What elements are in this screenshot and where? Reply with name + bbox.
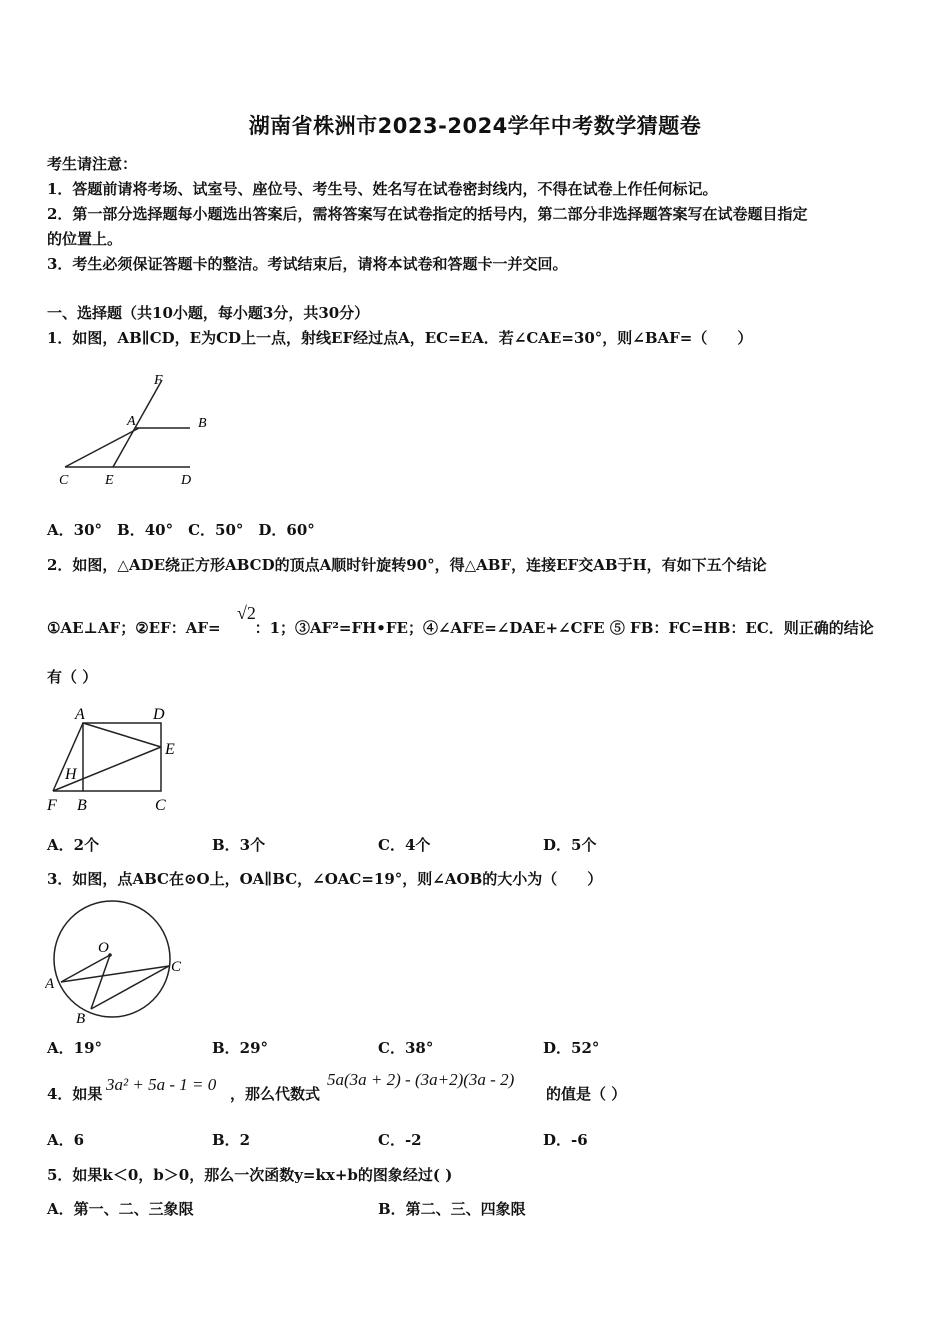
- notice-heading: 考生请注意：: [47, 155, 138, 173]
- q2-stem-line3: 有（ ）: [47, 668, 98, 686]
- q2-stem-part-b: ：1；③AF²=FH•FE；④∠AFE=∠DAE+∠CFE ⑤ FB：FC=HB：EC．则正确的结论: [254, 619, 874, 637]
- page-title: 湖南省株洲市2023-2024学年中考数学猜题卷: [248, 114, 702, 138]
- q3-option-d: D．52°: [543, 1039, 600, 1057]
- q1-line-ca: [65, 428, 139, 467]
- q1-ray-ef: [113, 380, 162, 467]
- q2-option-a: A．2个: [47, 836, 100, 854]
- q2-label-c: C: [155, 797, 166, 814]
- q3-label-b: B: [76, 1011, 86, 1026]
- q3-line-ac: [61, 966, 169, 982]
- q2-label-e: E: [165, 741, 175, 758]
- q3-circle: [54, 901, 170, 1017]
- q4-middle: ，那么代数式: [230, 1085, 321, 1103]
- q4-option-d: D．-6: [543, 1131, 588, 1149]
- q4-equation: 3a² + 5a - 1 = 0: [106, 1075, 217, 1094]
- q2-line-ae: [83, 723, 161, 747]
- notice-item-3: 3．考生必须保证答题卡的整洁。考试结束后，请将本试卷和答题卡一并交回。: [47, 255, 568, 273]
- q3-figure: [45, 896, 187, 1026]
- q3-option-a: A．19°: [47, 1039, 103, 1057]
- q4-option-c: C．-2: [378, 1131, 422, 1149]
- q3-label-o: O: [98, 940, 109, 956]
- q1-figure: [55, 370, 220, 492]
- q4-option-a: A．6: [47, 1131, 85, 1149]
- q1-label-e: E: [105, 473, 114, 488]
- q5-option-a: A．第一、二、三象限: [47, 1200, 194, 1218]
- q2-label-b: B: [77, 797, 87, 814]
- q2-square-abcd: [83, 723, 161, 791]
- q2-label-d: D: [153, 706, 165, 723]
- q2-figure: [45, 703, 185, 815]
- q1-label-a: A: [127, 414, 136, 429]
- q3-label-a: A: [45, 976, 55, 992]
- q1-stem: 1．如图，AB∥CD，E为CD上一点，射线EF经过点A，EC=EA．若∠CAE=30°，则∠BAF=（ ）: [47, 329, 753, 347]
- q1-label-d: D: [181, 473, 192, 488]
- q3-stem: 3．如图，点ABC在⊙O上，OA∥BC，∠OAC=19°，则∠AOB的大小为（ ）: [47, 870, 603, 888]
- q2-option-c: C．4个: [378, 836, 431, 854]
- q5-stem: 5．如果k＜0，b＞0，那么一次函数y=kx+b的图象经过( ): [47, 1166, 453, 1184]
- q1-label-f: F: [154, 373, 163, 388]
- q2-sqrt2: √2: [237, 603, 256, 623]
- notice-item-2-cont: 的位置上。: [47, 230, 123, 248]
- q2-label-h: H: [65, 766, 77, 783]
- notice-item-1: 1．答题前请将考场、试室号、座位号、考生号、姓名写在试卷密封线内，不得在试卷上作任何标记。: [47, 180, 718, 198]
- q4-prefix: 4．如果: [47, 1085, 103, 1103]
- q2-stem-part-a: ①AE⊥AF；②EF：AF=: [47, 619, 221, 637]
- q2-stem: 2．如图，△ADE绕正方形ABCD的顶点A顺时针旋转90°，得△ABF，连接EF交AB于H，有如下五个结论: [47, 556, 767, 574]
- q5-option-b: B．第二、三、四象限: [378, 1200, 526, 1218]
- q4-option-b: B．2: [212, 1131, 251, 1149]
- q2-label-a: A: [75, 706, 85, 723]
- q2-stem-line2: [47, 617, 874, 638]
- q1-options: A．30° B．40° C．50° D．60°: [47, 521, 315, 539]
- q1-label-b: B: [198, 416, 207, 431]
- q3-label-c: C: [171, 959, 182, 975]
- q4-suffix: 的值是（ ）: [546, 1085, 627, 1103]
- q3-option-b: B．29°: [212, 1039, 269, 1057]
- section-heading: 一、选择题（共10小题，每小题3分，共30分）: [47, 304, 370, 322]
- notice-item-2: 2．第一部分选择题每小题选出答案后，需将答案写在试卷指定的括号内，第二部分非选择题答案写在试卷题目指定: [47, 205, 808, 223]
- q2-option-b: B．3个: [212, 836, 266, 854]
- q1-label-c: C: [59, 473, 69, 488]
- q3-option-c: C．38°: [378, 1039, 434, 1057]
- q2-option-d: D．5个: [543, 836, 597, 854]
- q2-label-f: F: [47, 797, 57, 814]
- q4-expression: 5a(3a + 2) - (3a+2)(3a - 2): [327, 1070, 515, 1089]
